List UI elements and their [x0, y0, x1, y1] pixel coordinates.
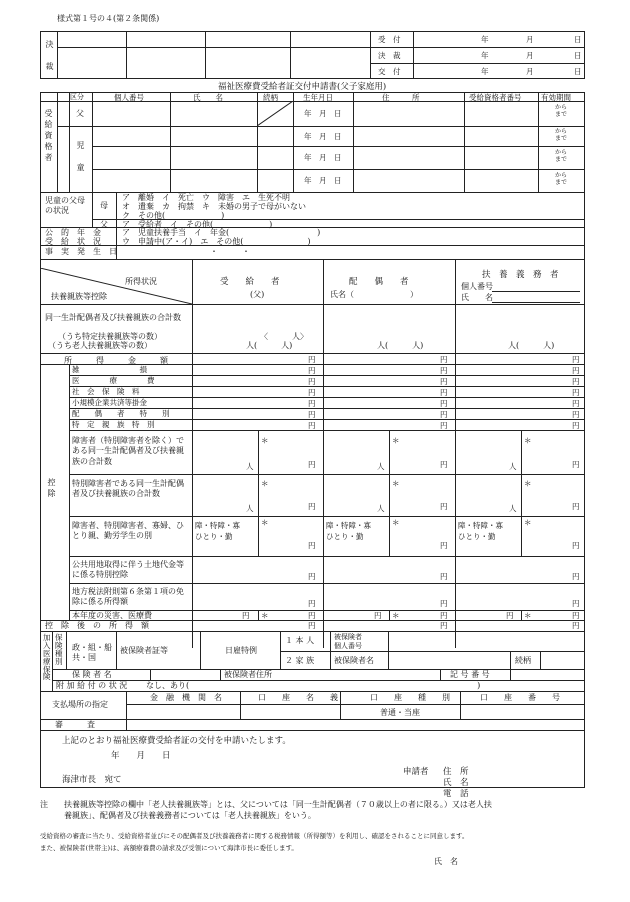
declaration-text: 上記のとおり福祉医療費受給者証の交付を申請いたします。 [62, 736, 291, 746]
insurance-side-label: 加入医療保険 [43, 633, 51, 682]
consent-text: 受給資格の審査に当たり、受給資格者並びにその配偶者及び扶養義務者に関する税務情報（所得額等）を利用し、確認をされることに同意します。 [40, 832, 469, 840]
approved-label: 決 裁 [378, 51, 401, 60]
parent-status-label: 児童の父母の状況 [45, 196, 85, 215]
received-label: 受 付 [378, 35, 401, 44]
deduction-side-label: 控除 [47, 478, 56, 500]
note-text: 注 扶養親族等控除の欄中「老人扶養親族等」とは、父については「同一生計配偶者（７０歳以上の者に限る。）又は老人扶 [40, 800, 492, 809]
consent-name-label: 氏 名 [434, 857, 458, 866]
father-label: 父 [76, 109, 84, 118]
recipient-side-label: 受給資格者 [44, 109, 53, 164]
diagonal-slash [257, 101, 293, 126]
addressee: 海津市長 宛て [62, 775, 122, 785]
approval-label: 決 裁 [45, 40, 54, 73]
child-label: 児 童 [76, 141, 85, 174]
issued-label: 交 付 [378, 67, 401, 76]
form-number: 様式第１号の４(第２条関係) [57, 14, 160, 23]
page-title: 福祉医療費受給者証交付申請書(父子家庭用) [218, 82, 387, 92]
approval-block [40, 31, 585, 79]
